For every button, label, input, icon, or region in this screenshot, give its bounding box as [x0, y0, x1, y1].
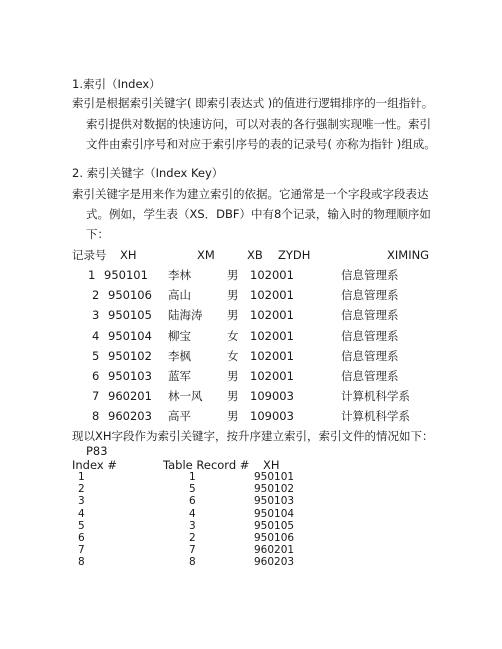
section-1-line-3: 文件由索引序号和对应于索引序号的表的记录号( 亦称为指针 )组成。 [86, 137, 436, 151]
cell-xb: 男 [227, 288, 239, 303]
cell-index-no: 4 [78, 507, 85, 520]
cell-table-record-no: 5 [189, 483, 196, 496]
cell-record-no: 8 [92, 409, 100, 424]
index-intro-line-2: P83 [86, 444, 108, 458]
cell-table-record-no: 6 [189, 495, 196, 508]
cell-zydh: 102001 [250, 308, 294, 323]
cell-xm: 林一风 [168, 389, 203, 404]
cell-xh: 950105 [108, 308, 152, 323]
cell-record-no: 3 [92, 308, 100, 323]
cell-xm: 李枫 [168, 348, 191, 363]
cell-xh: 960203 [108, 409, 152, 424]
cell-index-xh: 950105 [254, 519, 295, 532]
cell-record-no: 1 [88, 268, 96, 282]
cell-record-no: 7 [92, 389, 100, 404]
cell-table-record-no: 1 [189, 471, 196, 483]
cell-xh: 950106 [108, 288, 152, 303]
header-index-no: Index # [72, 458, 117, 472]
cell-xb: 男 [227, 409, 239, 424]
cell-index-xh: 960201 [254, 544, 295, 557]
header-index-xh: XH [263, 458, 280, 472]
header-xh: XH [120, 248, 137, 262]
cell-xb: 男 [227, 369, 239, 383]
cell-table-record-no: 7 [189, 544, 196, 557]
section-2-line-3: 下： [86, 227, 109, 241]
cell-record-no: 4 [92, 328, 100, 343]
cell-zydh: 102001 [250, 348, 294, 363]
cell-zydh: 102001 [250, 369, 294, 383]
index-intro-line-1: 现以XH字段作为索引关键字，按升序建立索引，索引文件的情况如下： [72, 429, 434, 443]
cell-index-xh: 950103 [254, 495, 295, 508]
cell-table-record-no: 3 [189, 519, 196, 532]
cell-table-record-no: 8 [189, 556, 196, 569]
cell-ximing: 信息管理系 [341, 369, 399, 383]
cell-xb: 女 [227, 328, 239, 343]
cell-index-no: 7 [78, 544, 85, 557]
section-1-heading: 1.索引（Index） [72, 77, 161, 91]
cell-ximing: 计算机科学系 [341, 409, 410, 424]
cell-table-record-no: 2 [189, 532, 196, 544]
cell-index-xh: 950106 [254, 532, 295, 544]
cell-xm: 李林 [168, 268, 191, 282]
section-2-heading: 2. 索引关键字（Index Key） [72, 166, 224, 180]
cell-xh: 960201 [108, 389, 152, 404]
cell-zydh: 109003 [250, 409, 294, 424]
cell-xb: 男 [227, 268, 239, 282]
cell-xm: 蓝军 [168, 369, 191, 383]
cell-xm: 高山 [168, 288, 191, 303]
header-zydh: ZYDH [278, 248, 311, 262]
cell-xb: 男 [227, 389, 239, 404]
section-2-line-1: 索引关键字是用来作为建立索引的依据。它通常是一个字段或字段表达 [72, 187, 429, 201]
cell-index-xh: 950104 [254, 507, 295, 520]
cell-zydh: 109003 [250, 389, 294, 404]
cell-xh: 950104 [108, 328, 152, 343]
cell-index-xh: 960203 [254, 556, 295, 569]
cell-xh: 950103 [108, 369, 152, 383]
header-record-no: 记录号 [72, 248, 107, 262]
header-ximing: XIMING [387, 248, 430, 262]
cell-ximing: 信息管理系 [341, 328, 399, 343]
cell-ximing: 信息管理系 [341, 348, 399, 363]
cell-ximing: 信息管理系 [341, 268, 399, 282]
cell-xm: 陆海涛 [168, 308, 203, 323]
cell-ximing: 信息管理系 [341, 288, 399, 303]
cell-ximing: 信息管理系 [341, 308, 399, 323]
cell-xh: 950101 [104, 268, 148, 282]
cell-index-no: 6 [78, 532, 85, 544]
cell-table-record-no: 4 [189, 507, 196, 520]
cell-index-no: 5 [78, 519, 85, 532]
cell-index-no: 3 [78, 495, 85, 508]
cell-xb: 女 [227, 348, 239, 363]
cell-index-no: 8 [78, 556, 85, 569]
cell-xm: 柳宝 [168, 328, 191, 343]
cell-index-no: 2 [78, 483, 85, 496]
header-xb: XB [247, 248, 263, 262]
header-xm: XM [197, 248, 215, 262]
section-2-line-2: 式。例如，学生表（XS．DBF）中有8个记录，输入时的物理顺序如 [86, 207, 431, 221]
cell-xh: 950102 [108, 348, 152, 363]
cell-record-no: 6 [92, 369, 100, 383]
header-table-record-no: Table Record # [163, 458, 250, 472]
cell-index-xh: 950102 [254, 483, 295, 496]
cell-zydh: 102001 [250, 288, 294, 303]
cell-index-xh: 950101 [254, 471, 295, 483]
cell-zydh: 102001 [250, 328, 294, 343]
section-1-line-2: 索引提供对数据的快速访问，可以对表的各行强制实现唯一性。索引 [86, 117, 431, 131]
cell-index-no: 1 [78, 471, 85, 483]
cell-record-no: 2 [92, 288, 100, 303]
cell-record-no: 5 [92, 348, 100, 363]
cell-ximing: 计算机科学系 [341, 389, 410, 404]
section-1-line-1: 索引是根据索引关键字( 即索引表达式 )的值进行逻辑排序的一组指针。 [72, 96, 434, 110]
cell-xm: 高平 [168, 409, 191, 424]
cell-zydh: 102001 [250, 268, 294, 282]
cell-xb: 男 [227, 308, 239, 323]
